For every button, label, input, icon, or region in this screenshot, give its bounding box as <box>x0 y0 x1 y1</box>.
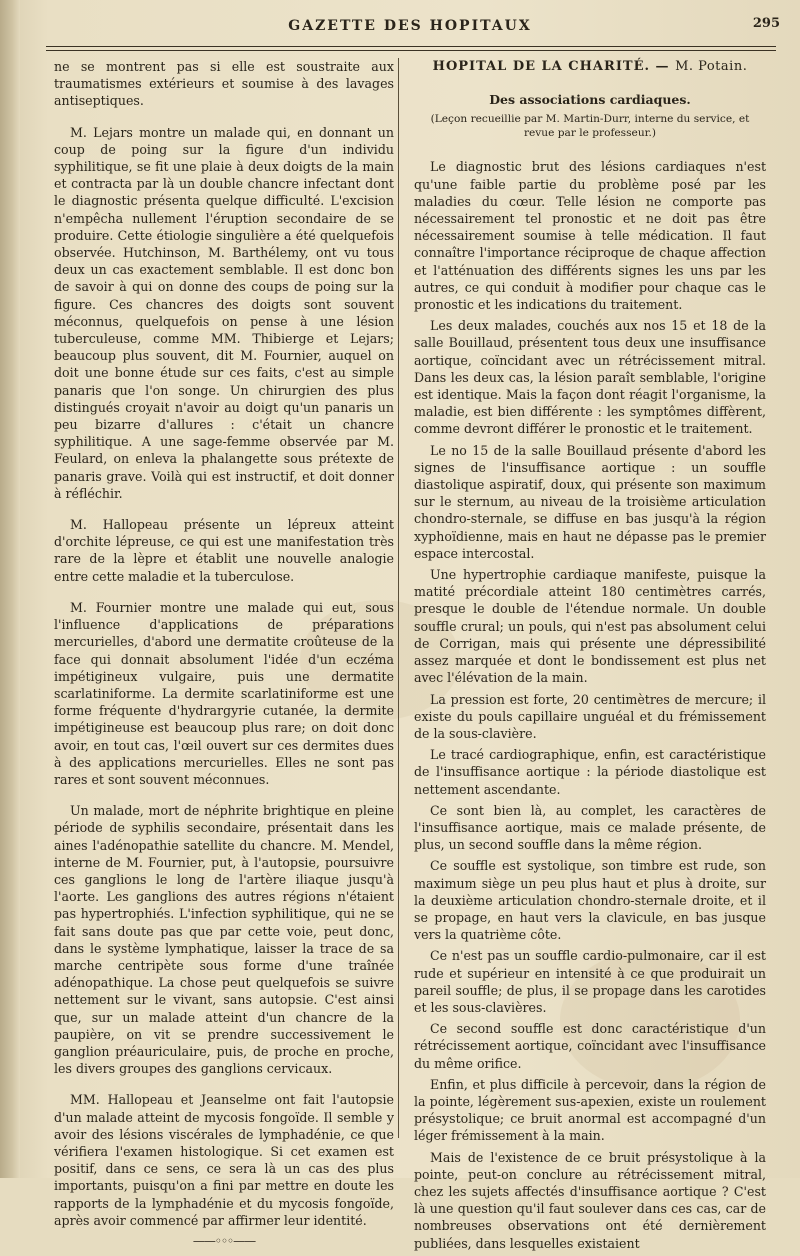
paragraph: M. Fournier montre une malade qui eut, sous l'influence d'applications de préparations mercurielles, d'abord une dermatite croûteuse de la face qui donnait absolument l'idée d'un eczéma impétigineux vulgaire, puis une dermatite scarlatiniforme. La dermite scarlatiniforme est une forme fréquente d'hydrargyrie cutanée, la dermite impétigineuse est beaucoup plus rare; on doit donc avoir, en tout cas, l'œil ouvert sur ces dermites dues à des applications mercurielles. Elles ne sont pas rares et sont souvent méconnues. <box>54 599 394 787</box>
paragraph: Le no 15 de la salle Bouillaud présente d'abord les signes de l'insuffisance aortique : un souffle diastolique aspiratif, doux, qui présente son maximum sur le sternum, au niveau de la troisième articulation chondro-sternale, se diffuse en bas jusqu'à la région xyphoïdienne, mais en haut ne dépasse pas le premier espace intercostal. <box>414 442 766 561</box>
paragraph: ne se montrent pas si elle est soustraite aux traumatismes extérieurs et soumise à des lavages antiseptiques. <box>54 59 394 109</box>
page-header <box>40 14 780 42</box>
paragraph: La pression est forte, 20 centimètres de mercure; il existe du pouls capillaire unguéal et du frémissement de la sous-clavière. <box>414 691 766 741</box>
paragraph: MM. Hallopeau et Jeanselme ont fait l'autopsie d'un malade atteint de mycosis fongoïde. Il semble y avoir des lésions viscérales de lymphadénie, ce que vérifiera l'examen histologique. Si cet examen est positif, dans ce sens, ce sera là un cas des plus importants, puisqu'on a fini par mettre en doute les rapports de la lymphadénie et du mycosis fongoïde, après avoir commencé par affirmer leur identité. <box>54 1092 394 1228</box>
paragraph: M. Hallopeau présente un lépreux atteint d'orchite lépreuse, ce qui est une manifestation très rare de la lèpre et établit une nouvelle analogie entre cette maladie et la tuberculose. <box>54 517 394 584</box>
journal-title: GAZETTE DES HOPITAUX <box>288 18 532 34</box>
article-title: Des associations cardiaques. <box>489 92 691 108</box>
professor-name: M. Potain. <box>675 59 748 74</box>
paragraph: Mais de l'existence de ce bruit présystolique à la pointe, peut-on conclure au rétrécissement mitral, chez les sujets affectés d'insuffisance aortique ? C'est là une question qu'il faut soulever dans ces cas, car de nombreuses observations ont été dernièrement publiées, dans lesquelles existaient <box>414 1149 766 1251</box>
paragraph: Une hypertrophie cardiaque manifeste, puisque la matité précordiale atteint 180 centimètres carrés, presque le double de l'étendue normale. Un double souffle crural; un pouls, qui n'est pas absolument celui de Corrigan, mais qui présente une dépressibilité assez marquée et dont le bondissement est plus net avec l'élévation de la main. <box>414 567 766 686</box>
hospital-heading <box>414 58 766 75</box>
left-column <box>54 58 394 1250</box>
paragraph: Ce n'est pas un souffle cardio-pulmonaire, car il est rude et supérieur en intensité à ce que produirait un pareil souffle; de plus, il se propage dans les carotides et les sous-clavières. <box>414 948 766 1015</box>
paragraph: Le diagnostic brut des lésions cardiaques n'est qu'une faible partie du problème posé par les maladies du cœur. Telle lésion ne comporte pas nécessairement tel pronostic et ne doit pas être nécessairement soumise à telle médication. Il faut connaître l'importance réciproque de chaque affection et l'atténuation des différents signes les uns par les autres, ce qui conduit à modifier pour chaque cas le pronostic et les indications du traitement. <box>414 159 766 313</box>
paragraph: Ce souffle est systolique, son timbre est rude, son maximum siège un peu plus haut et plus à droite, sur la deuxième articulation chondro-sternale droite, et il se propage, en haut vers la clavicule, en bas jusque vers la quatrième côte. <box>414 858 766 943</box>
right-column <box>414 58 766 1256</box>
paragraph: Un malade, mort de néphrite brightique en pleine période de syphilis secondaire, présentait dans les aines l'adénopathie satellite du chancre. M. Mendel, interne de M. Fournier, put, à l'autopsie, poursuivre ces ganglions le long de l'artère iliaque jusqu'à l'aorte. Les ganglions des autres régions n'étaient pas hypertrophiés. L'infection syphilitique, qui ne se fait sans doute pas que par cette voie, peut donc, dans le système lymphatique, laisser la trace de sa marche centripète sous forme d'une traînée adénopathique. La chose peut quelquefois se suivre nettement sur le vivant, sans autopsie. C'est ainsi que, sur un malade atteint d'un chancre de la paupière, on vit se prendre successivement le ganglion préauriculaire, puis, de proche en proche, les divers groupes des ganglions cervicaux. <box>54 803 394 1077</box>
paragraph: Le tracé cardiographique, enfin, est caractéristique de l'insuffisance aortique : la période diastolique est nettement ascendante. <box>414 747 766 797</box>
page-binding-shadow <box>0 0 20 1178</box>
column-divider <box>398 58 399 1138</box>
paragraph: M. Lejars montre un malade qui, en donnant un coup de poing sur la figure d'un individu syphilitique, se fit une plaie à deux doigts de la main et contracta par là un double chancre infectant dont le diagnostic présenta quelque difficulté. L'excision n'empêcha nullement l'éruption secondaire de se produire. Cette étiologie singulière a été quelquefois observée. Hutchinson, M. Barthélemy, ont vu tous deux un cas exactement semblable. Il est donc bon de savoir à qui on donne des coups de poing sur la figure. Ces chancres des doigts sont souvent méconnus, quelquefois on pense à une lésion tuberculeuse, comme MM. Thibierge et Lejars; beaucoup plus souvent, dit M. Fournier, auquel on doit une bonne étude sur ces faits, c'est au simple panaris que l'on songe. Un chirurgien des plus distingués croyait n'avoir au doigt qu'un panaris un peu bizarre d'allures : c'était un chancre syphilitique. A une sage-femme observée par M. Feulard, on enleva la phalangette sous prétexte de panaris grave. Voilà qui est instructif, et doit donner à réfléchir. <box>54 124 394 501</box>
paragraph: Ce second souffle est donc caractéristique d'un rétrécissement aortique, coïncidant avec l'insuffisance du même orifice. <box>414 1021 766 1071</box>
page-number: 295 <box>752 16 780 31</box>
paragraph: Ce sont bien là, au complet, les caractères de l'insuffisance aortique, mais ce malade présente, de plus, un second souffle dans la même région. <box>414 802 766 853</box>
end-ornament: ——◦◦◦—— <box>192 1234 256 1248</box>
header-rule-thin <box>46 50 776 51</box>
paragraph: Enfin, et plus difficile à percevoir, dans la région de la pointe, légèrement sus-apexien, existe un roulement présystolique; ce bruit anormal est accompagné d'un léger frémissement à la main. <box>414 1076 766 1144</box>
header-rule <box>46 46 776 47</box>
hospital-name: HOPITAL DE LA CHARITÉ. — <box>432 59 676 74</box>
article-note: (Leçon recueillie par M. Martin-Durr, interne du service, et revue par le professeur.) <box>430 113 750 140</box>
paragraph: Les deux malades, couchés aux nos 15 et 18 de la salle Bouillaud, présentent tous deux une insuffisance aortique, coïncidant avec un rétrécissement mitral. Dans les deux cas, la lésion paraît semblable, l'origine est identique. Mais la façon dont réagit l'organisme, la maladie, est bien différente : les symptômes diffèrent, comme devront différer le pronostic et le traitement. <box>414 318 766 437</box>
